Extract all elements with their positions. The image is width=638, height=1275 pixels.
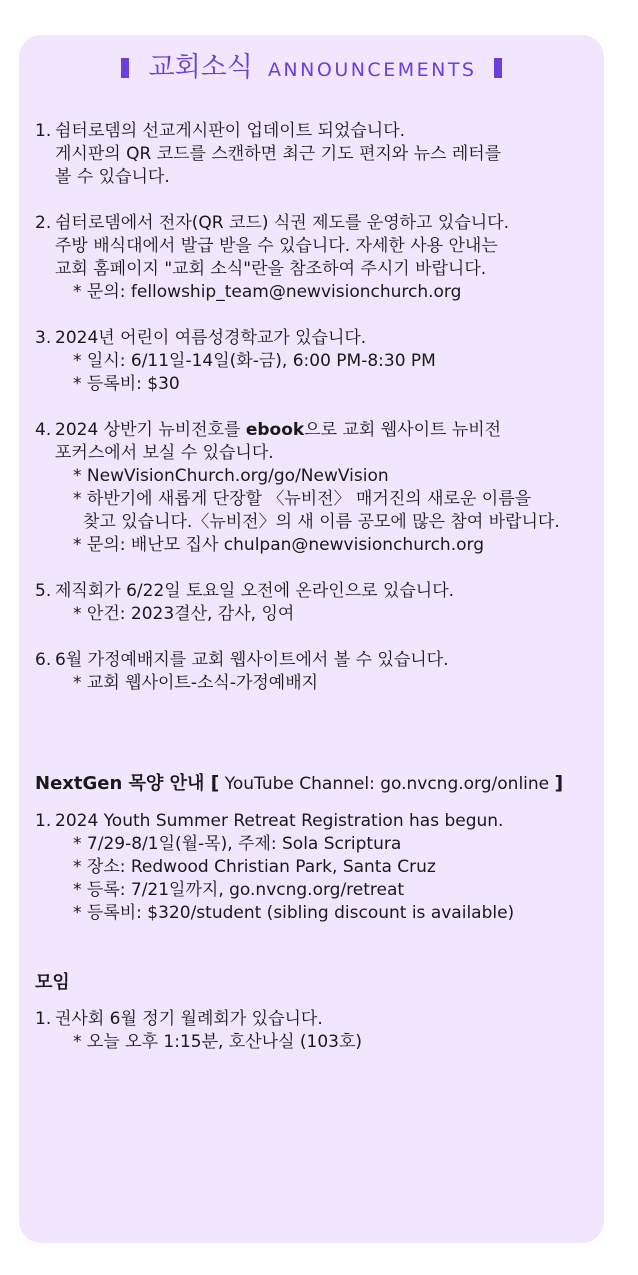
item-detail: * 등록비: $30 (73, 374, 180, 394)
announcement-1 (35, 120, 601, 189)
nextgen-heading: NextGen 목양 안내 [ YouTube Channel: go.nvcng.org/online ] (35, 772, 564, 794)
item-detail: * NewVisionChurch.org/go/NewVision (73, 466, 389, 486)
item-detail: * 등록비: $320/student (sibling discount is available) (73, 903, 515, 923)
item-line: 게시판의 QR 코드를 스캔하면 최근 기도 편지와 뉴스 레터를 (55, 144, 502, 164)
item-detail: * 등록: 7/21일까지, go.nvcng.org/retreat (73, 880, 405, 900)
item-number: 1. (35, 121, 52, 141)
item-number: 6. (35, 650, 52, 670)
item-detail: 찾고 있습니다.〈뉴비전〉의 새 이름 공모에 많은 참여 바랍니다. (83, 512, 560, 532)
header-bar-left (121, 58, 129, 78)
item-detail: * 하반기에 새롭게 단장할 〈뉴비전〉 매거진의 새로운 이름을 (73, 489, 532, 509)
announcement-6 (35, 649, 601, 695)
item-number: 1. (35, 811, 52, 831)
item-line: 2024년 어린이 여름성경학교가 있습니다. (55, 328, 367, 348)
item-line: 포커스에서 보실 수 있습니다. (55, 443, 274, 463)
card-content (35, 120, 601, 1077)
item-line: 6월 가정예배지를 교회 웹사이트에서 볼 수 있습니다. (55, 650, 449, 670)
item-line: 쉼터로뎀에서 전자(QR 코드) 식권 제도를 운영하고 있습니다. (55, 213, 509, 233)
item-detail: * 일시: 6/11일-14일(화-금), 6:00 PM-8:30 PM (73, 351, 436, 371)
item-number: 3. (35, 328, 52, 348)
item-line: 교회 홈페이지 "교회 소식"란을 참조하여 주시기 바랍니다. (55, 259, 487, 279)
item-detail: * 문의: fellowship_team@newvisionchurch.org (73, 282, 462, 302)
item-line: 제직회가 6/22일 토요일 오전에 온라인으로 있습니다. (55, 581, 455, 601)
item-detail: * 7/29-8/1일(월-목), 주제: Sola Scriptura (73, 834, 402, 854)
header-title-ko: 교회소식 (148, 52, 253, 83)
item-number: 5. (35, 581, 52, 601)
item-line: 2024 Youth Summer Retreat Registration has begun. (55, 811, 504, 831)
meeting-heading (35, 971, 601, 994)
item-line: 쉼터로뎀의 선교게시판이 업데이트 되었습니다. (55, 121, 406, 141)
header-bar-right (494, 58, 502, 78)
item-detail: * 안건: 2023결산, 감사, 잉여 (73, 604, 295, 624)
meeting-item-1 (35, 1008, 601, 1054)
item-line: 볼 수 있습니다. (55, 167, 170, 187)
item-detail: * 문의: 배난모 집사 chulpan@newvisionchurch.org (73, 535, 484, 555)
item-detail: * 장소: Redwood Christian Park, Santa Cruz (73, 857, 436, 877)
announcements-card (19, 35, 604, 1243)
header-title-en: ANNOUNCEMENTS (267, 59, 477, 81)
section-title: NextGen 목양 안내 (35, 773, 205, 794)
item-line: 2024 상반기 뉴비전호를 ebook으로 교회 웹사이트 뉴비전 (55, 420, 502, 440)
section-title: 모임 (35, 972, 70, 993)
announcement-5 (35, 580, 601, 626)
announcement-3 (35, 327, 601, 396)
announcement-2 (35, 212, 601, 304)
youtube-channel-note: YouTube Channel: go.nvcng.org/online (219, 774, 555, 794)
nextgen-item-1 (35, 810, 601, 925)
announcement-4 (35, 419, 601, 557)
item-detail: * 오늘 오후 1:15분, 호산나실 (103호) (73, 1032, 363, 1052)
item-number: 4. (35, 420, 52, 440)
item-line: 주방 배식대에서 발급 받을 수 있습니다. 자세한 사용 안내는 (55, 236, 498, 256)
item-number: 2. (35, 213, 52, 233)
item-detail: * 교회 웹사이트-소식-가정예배지 (73, 673, 319, 693)
card-header (19, 45, 604, 84)
item-line: 권사회 6월 정기 월례회가 있습니다. (55, 1009, 323, 1029)
item-number: 1. (35, 1009, 52, 1029)
